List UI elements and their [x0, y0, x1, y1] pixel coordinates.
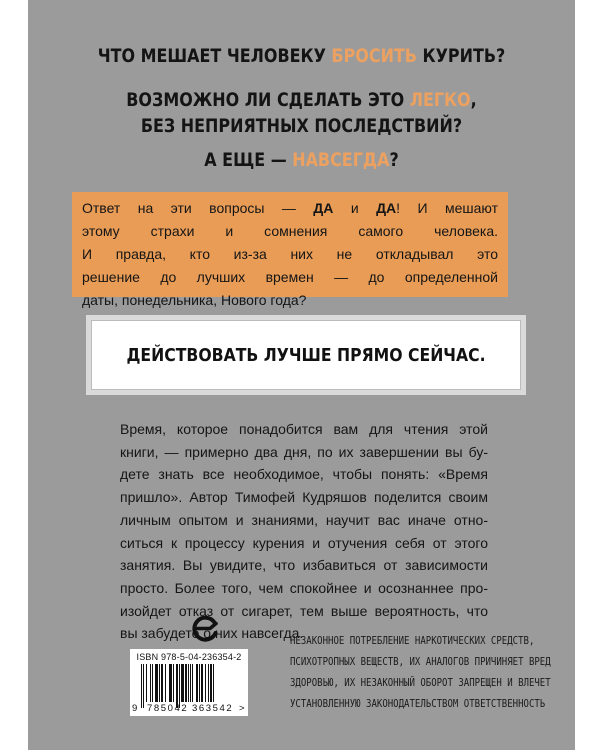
question-text: , [470, 89, 477, 111]
answer-line: этому страхи и сомнения самого человека. [82, 223, 498, 239]
barcode-stripe [179, 664, 180, 708]
description-line: пришло». Автор Тимофей Кудряшов поделится своим [120, 489, 488, 506]
book-back-cover [28, 0, 575, 750]
barcode-stripe [150, 664, 152, 702]
description-line: личным опытом и знаниями, научит вас иначе отно- [120, 511, 488, 528]
barcode-stripe [196, 664, 198, 702]
barcode-stripe [152, 664, 153, 702]
warning-line: УСТАНОВЛЕННУЮ ЗАКОНОДАТЕЛЬСТВОМ ОТВЕТСТВЕННОСТЬ [290, 697, 546, 710]
answer-line: даты, понедельника, Нового года? [82, 292, 307, 308]
barcode-stripe [155, 664, 158, 702]
barcode-stripe [146, 664, 147, 702]
barcode-stripe [210, 664, 212, 702]
barcode-stripe [181, 664, 184, 702]
legal-warning [290, 630, 552, 714]
question-highlight: БРОСИТЬ [331, 45, 417, 67]
barcode-stripe [141, 664, 142, 708]
question-easy [72, 87, 531, 114]
answer-yes: ДА [313, 200, 334, 216]
question-text: КУРИТЬ? [416, 45, 506, 67]
question-no-consequences: БЕЗ НЕПРИЯТНЫХ ПОСЛЕДСТВИЙ? [140, 115, 463, 137]
question-text: ? [389, 149, 399, 171]
barcode-arrow: > [239, 703, 245, 714]
question-highlight: НАВСЕГДА [292, 149, 390, 171]
barcode-digits-left: 785042 [147, 703, 189, 714]
question-text: ВОЗМОЖНО ЛИ СДЕЛАТЬ ЭТО [126, 89, 410, 111]
barcode-stripe [143, 664, 144, 708]
barcode-stripe [173, 664, 174, 702]
barcode-stripe [199, 664, 200, 702]
answer-fragment: и [333, 200, 377, 216]
description-text [120, 418, 488, 645]
barcode-stripe [165, 664, 166, 702]
isbn-label: ISBN 978-5-04-236354-2 [136, 652, 242, 662]
barcode-stripe [176, 664, 178, 708]
barcode-stripe [213, 664, 214, 702]
answer-text [82, 197, 498, 312]
answer-line: решение до лучших времен — до определенной [82, 269, 498, 285]
barcode-stripe [205, 664, 206, 702]
barcode-stripe [185, 664, 187, 702]
question-highlight: ЛЕГКО [409, 89, 471, 111]
description-line: дете знать все необходимое, чтобы понять: «Время [120, 466, 488, 483]
barcode-stripe [192, 664, 193, 702]
warning-line: ПСИХОТРОПНЫХ ВЕЩЕСТВ, ИХ АНАЛОГОВ ПРИЧИНЯЕТ ВРЕД [290, 655, 551, 668]
answer-yes: ДА [376, 200, 397, 216]
barcode-stripe [169, 664, 170, 702]
barcode-digits-right: 363542 [192, 703, 234, 714]
answer-fragment: ! И мешают [396, 200, 498, 216]
answer-line: И правда, кто из-за них не откладывал это [82, 246, 498, 262]
description-line: Время, которое понадобится вам для чтения этой [120, 421, 488, 437]
description-line: изойдет отказ от сигарет, тем выше вероятность, что [120, 602, 488, 619]
barcode-bars [141, 664, 241, 702]
warning-line: НЕЗАКОННОЕ ПОТРЕБЛЕНИЕ НАРКОТИЧЕСКИХ СРЕДСТВ, [290, 634, 535, 647]
banner-text: ДЕЙСТВОВАТЬ ЛУЧШЕ ПРЯМО СЕЙЧАС. [126, 345, 486, 366]
answer-line [82, 197, 498, 220]
description-line: книги, — примерно два дня, по их завершении вы бу- [120, 443, 488, 460]
barcode-stripe [159, 664, 160, 702]
question-text: А ЕЩЕ — [204, 149, 293, 171]
description-line: вы забудете о них навсегда. [120, 625, 304, 642]
barcode-stripe [190, 664, 191, 702]
barcode-stripe [201, 664, 203, 702]
answer-fragment: Ответ на эти вопросы — [82, 200, 314, 216]
call-to-action-banner [91, 320, 521, 390]
warning-line: ЗДОРОВЬЮ, ИХ НЕЗАКОННЫЙ ОБОРОТ ЗАПРЕЩЕН И ВЛЕЧЕТ [290, 676, 551, 689]
description-line: ситься к процессу курения и отучения себя от этого [120, 534, 488, 551]
question-text: ЧТО МЕШАЕТ ЧЕЛОВЕКУ [97, 45, 332, 67]
description-line: занятия. Вы увидите, что избавиться от зависимости [120, 557, 488, 574]
barcode-stripe [208, 664, 209, 702]
barcode-digit-lead: 9 [132, 703, 138, 714]
barcode-stripe [161, 664, 163, 702]
eksmo-logo-icon [190, 613, 220, 643]
question-quit-smoking [72, 43, 531, 70]
question-forever [72, 147, 531, 174]
barcode-panel [130, 649, 248, 716]
description-line: просто. Более того, чем спокойнее и осознаннее про- [120, 579, 488, 596]
barcode-stripe [188, 664, 189, 702]
barcode-stripe [170, 664, 172, 702]
